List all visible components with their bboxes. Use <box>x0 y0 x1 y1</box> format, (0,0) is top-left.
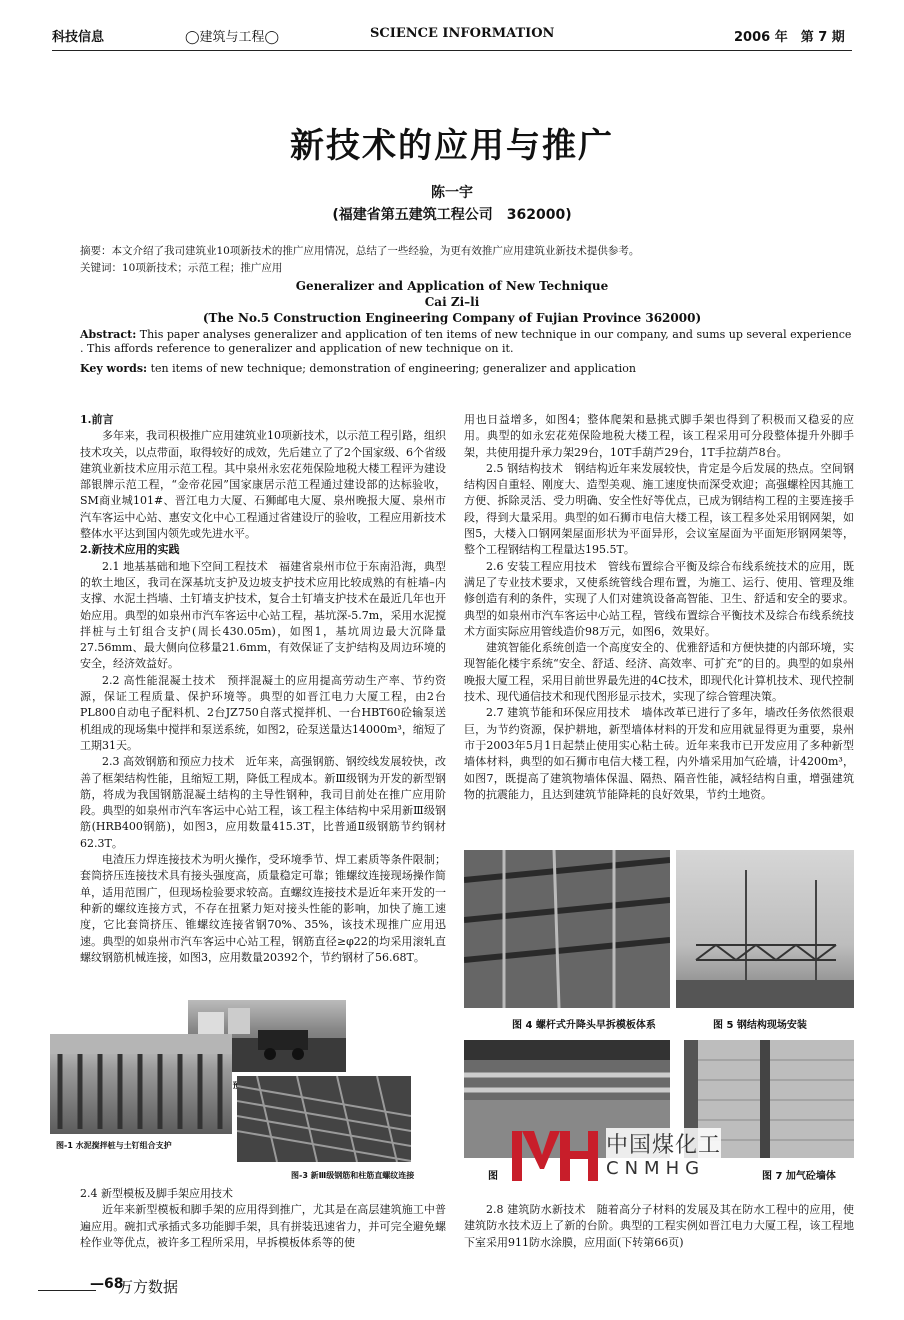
left-column-bottom <box>80 1186 446 1251</box>
paragraph: 近年来新型模板和脚手架的应用得到推广，尤其是在高层建筑施工中普遍应用。碗扣式承插式多功能脚手架，具有拼装迅速省力，并可完全避免螺栓作业等优点，被许多工程所采用，早拆模板体系等的使 <box>80 1203 446 1249</box>
paragraph: 电渣压力焊连接技术为明火操作，受环境季节、焊工素质等条件限制；套筒挤压连接技术具有接头强度高，质量稳定可靠；锥螺纹连接现场操作简单，适用范围广，但现场检验要求较高。直螺纹连接技术是近年来开发的一种新的螺纹连接方式，不存在扭紧力矩对接头性能的影响，加快了施工速度，它比套筒挤压、锥螺纹连接省钢70%、35%，该技术现推广应用迅速。典型的如泉州市汽车客运中心站工程，钢筋直径≥φ22的均采用滚轧直螺纹钢筋机械连接，如图3，应用数量20392个，节约钢材了56.68T。 <box>80 853 446 964</box>
keywords-en-text: ten items of new technique; demonstration of engineering; generalizer and application <box>147 362 636 375</box>
paragraph: 多年来，我司积极推广应用建筑业10项新技术，以示范工程引路，组织技术攻关，以点带面，取得较好的成效，先后建立了了2个国家级、6个省级建筑业新技术应用示范工程。其中泉州永宏花苑保险地税大楼工程评为建设部银牌示范工程，“金帝花园”国家康居示范工程通过建设部的达标验收，SM商业城101#、晋江电力大厦、石狮邮电大厦、泉州晚报大厦、泉州市汽车客运中心站、惠安文化中心工程通过省建设厅的验收，工程应用新技术整体水平达到国内领先或先进水平。 <box>80 429 446 541</box>
affiliation: (福建省第五建筑工程公司 362000) <box>332 207 572 223</box>
keywords-cn: 关键词：10项新技术；示范工程；推广应用 <box>80 262 283 274</box>
figure-3-photo <box>237 1076 411 1162</box>
paragraph: 2.5 钢结构技术 钢结构近年来发展较快，肯定是今后发展的热点。空间钢结构因自重轻、刚度大、造型美观、施工速度快而深受欢迎；高强螺栓因其施工方便、拆除灵活、受力明确、安全性好等优点，已成为钢结构工程的主要连接手段，得到大量采用。典型的如石狮市电信大楼工程，该工程多处采用钢网架，如图5，大楼入口钢网架屋面形状为平面异形，会议室屋面为平面矩形钢网架等，整个工程钢结构工程量达195.5T。 <box>464 461 854 557</box>
paragraph: 2.3 高效钢筋和预应力技术 近年来，高强钢筋、钢绞线发展较快，改善了框架结构性能，且缩短工期，降低工程成本。新Ⅲ级钢为开发的新型钢筋，将成为我国钢筋混凝土结构的主导性钢种，我司目前处在推广应用阶段。典型的如泉州市汽车客运中心站工程，该工程主体结构中采用新Ⅲ级钢筋(HRB400钢筋)，如图3，应用数量415.3T，比普通Ⅱ级钢筋节约钢材62.3T。 <box>80 755 446 850</box>
page-number: —68 <box>90 1276 124 1292</box>
figure-6-caption: 图 <box>488 1171 498 1182</box>
left-column <box>80 412 446 990</box>
figure-3-caption: 图-3 新Ⅲ级钢筋和柱筋直螺纹连接 <box>291 1171 415 1180</box>
right-column-bottom <box>464 1202 854 1251</box>
journal-name: 科技信息 <box>52 30 105 45</box>
title-en: Generalizer and Application of New Technique <box>295 279 609 293</box>
paragraph: 2.1 地基基础和地下空间工程技术 福建省泉州市位于东南沿海，典型的软土地区，我司在深基坑支护及边坡支护技术应用比较成熟的有桩墙–内支撑、水泥土挡墙、土钉墙支护技术，复合土钉墙支护技术在最近几年也开始应用。典型的如泉州市汽车客运中心站工程，基坑深-5.7m，采用水泥搅拌桩与土钉组合支护(周长430.05m)，如图1，基坑周边最大沉降量27.56mm、最大侧向位移量21.6mm，有效保证了支护结构及周边环境的安全，经济效益好。 <box>80 559 446 671</box>
figure-4-caption: 图 4 螺杆式升降头早拆模板体系 <box>512 1020 656 1031</box>
author-en: Cai Zi–li <box>424 295 480 309</box>
abstract-en-text: This paper analyses generalizer and application of ten items of new technique in our company, and sums up several experience . This affords reference to generalizer and application of new technique on it. <box>80 328 852 355</box>
steel-truss-illustration <box>676 850 854 1008</box>
section-heading: 2.新技术应用的实践 <box>80 543 180 557</box>
keywords-en <box>80 361 854 376</box>
paragraph: 建筑智能化系统创造一个高度安全的、优雅舒适和方便快捷的内部环境，实现智能化楼宇系统“安全、舒适、经济、高效率、可扩充”的目的。典型的如泉州晚报大厦工程，采用目前世界最先进的4C技术，即现代化计算机技术、现代控制技术、现代通信技术和现代图形显示技术，实现了综合管理决策。 <box>464 641 854 704</box>
figure-1-caption: 图-1 水泥搅拌桩与土钉组合支护 <box>56 1141 172 1150</box>
watermark-logo-icon <box>510 1125 600 1183</box>
figure-5-photo <box>676 850 854 1008</box>
right-column <box>464 412 854 840</box>
keywords-en-label: Key words: <box>80 362 148 375</box>
soil-nail-wall-illustration <box>50 1034 232 1134</box>
figure-4-photo <box>464 850 670 1008</box>
page-title: 新技术的应用与推广 <box>290 126 614 166</box>
paragraph: 用也日益增多，如图4；整体爬架和悬挑式脚手架也得到了积极而又稳妥的应用。典型的如永宏花苑保险地税大楼工程，该工程采用可分段整体提升外脚手架，共使用提升承力架29台，10T手葫芦29台，1T手拉葫芦8台。 <box>464 413 854 459</box>
rebar-illustration <box>237 1076 411 1162</box>
issue-label: 2006 年 第 7 期 <box>734 30 845 45</box>
abstract-en-label: Abstract: <box>80 328 137 341</box>
footer-rule <box>38 1290 96 1291</box>
journal-name-en: SCIENCE INFORMATION <box>370 26 555 41</box>
header-rule <box>52 50 852 51</box>
paragraph: 2.8 建筑防水新技术 随着高分子材料的发展及其在防水工程中的应用，使建筑防水技术迈上了新的台阶。典型的工程实例如晋江电力大厦工程，该工程地下室采用911防水涂膜，应用面(下转第66页) <box>464 1203 854 1249</box>
watermark-en: CNMHG <box>606 1158 706 1179</box>
section-label: ◯建筑与工程◯ <box>185 30 280 45</box>
figure-5-caption: 图 5 钢结构现场安装 <box>713 1020 807 1031</box>
abstract-cn: 摘要：本文介绍了我司建筑业10项新技术的推广应用情况，总结了一些经验，为更有效推广应用建筑业新技术提供参考。 <box>80 245 640 257</box>
figure-7-caption: 图 7 加气砼墙体 <box>762 1171 836 1182</box>
paragraph: 2.2 高性能混凝土技术 预拌混凝土的应用提高劳动生产率、节约资源，保证工程质量、保护环境等。典型的如晋江电力大厦工程，由2台PL800自动电子配料机、2台JZ750自落式搅拌机、一台HBT60砼输泵送机组成的现场集中搅拌和泵送系统，如图2，砼泵送量达14000m³，缩短了工期31天。 <box>80 673 446 752</box>
subsection-heading: 2.4 新型模板及脚手架应用技术 <box>80 1187 233 1200</box>
section-heading: 1.前言 <box>80 413 114 426</box>
figure-1-photo <box>50 1034 232 1134</box>
source-label: 万方数据 <box>118 1278 179 1296</box>
affiliation-en: (The No.5 Construction Engineering Company of Fujian Province 362000) <box>202 311 702 325</box>
paragraph: 2.6 安装工程应用技术 管线布置综合平衡及综合布线系统技术的应用，既满足了专业技术要求，又使系统管线合理布置，为施工、运行、使用、管理及维修创造有利的条件，实现了人们对建筑设备高智能、卫生、舒适和安全的要求。典型的如泉州市汽车客运中心站工程，管线布置综合平衡技术及综合布线系统技术方面实际应用管线造价98万元，如图6，效果好。 <box>464 559 854 638</box>
paragraph: 2.7 建筑节能和环保应用技术 墙体改革已进行了多年，墙改任务依然很艰巨，为节约资源，保护耕地，新型墙体材料的开发和应用就显得更为重要，泉州市于2003年5月1日起禁止使用实心粘土砖。近年来我市已开发应用了多种新型墙体材料，典型的如石狮市电信大楼工程，内外墙采用加气砼墙，计4200m³，如图7，既提高了建筑物墙体保温、隔热、隔音性能，减轻结构自重，增强建筑物的抗震能力，且达到建筑节能降耗的良好效果，节约土地资。 <box>464 706 854 801</box>
watermark-cn: 中国煤化工 <box>606 1128 721 1159</box>
formwork-illustration <box>464 850 670 1008</box>
abstract-en <box>80 328 854 356</box>
author: 陈一宇 <box>431 185 473 201</box>
